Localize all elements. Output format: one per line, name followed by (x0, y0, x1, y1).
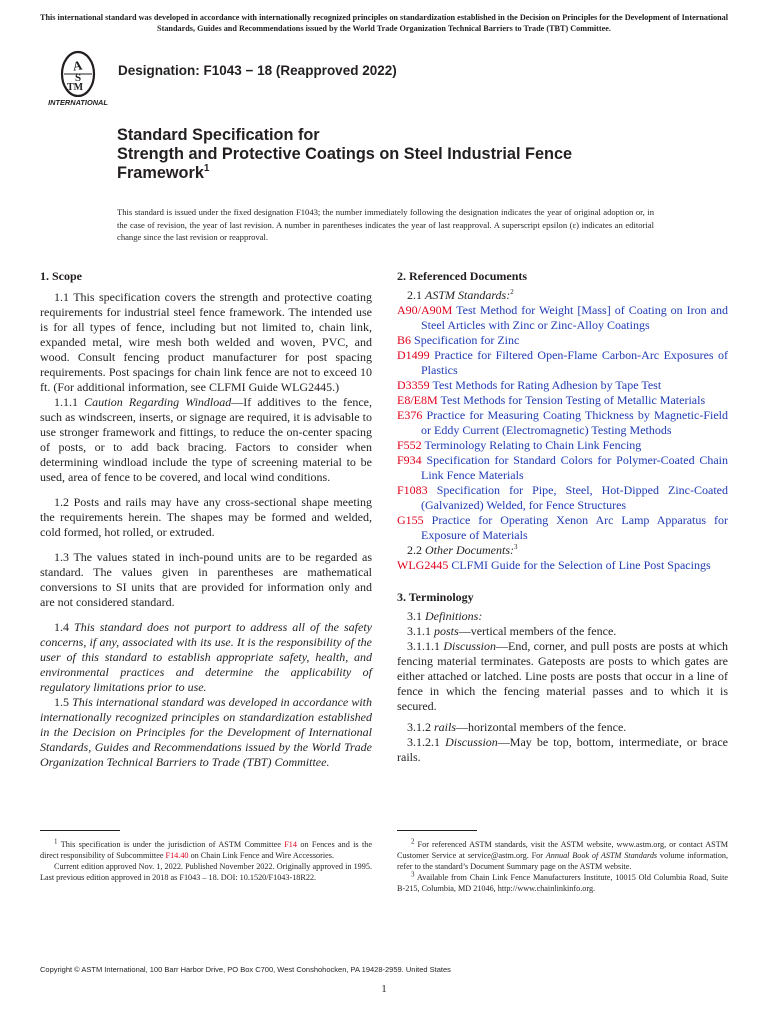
scope-1-5-number: 1.5 (54, 695, 69, 709)
term-posts-term: posts (434, 624, 459, 638)
definitions-label: Definitions: (425, 609, 483, 623)
scope-1-5-text: This international standard was developed in accordance with internationally recognized principles on standardization established in the Decision on Principles for the Development of International Standards, Guides and Recommendations issued by the World Trade Organization Technical Barriers to Trade (TBT) Committee. (40, 695, 373, 769)
scope-1-1: 1.1 This specification covers the strength and protective coating requirements for industrial steel fence framework. The intended use is for all types of fence, including but not limited to, chain link, expanded metal, wire mesh both welded and woven, PVC, and wood. Consult fencing product manufacturer for post spacing requirements. Post spacings for chain link fence are not to exceed 10 ft. (For additional information, see CLFMI Guide WLG2445.) (40, 290, 372, 394)
svg-text:A: A (71, 57, 84, 74)
astm-ref-title-link[interactable]: Practice for Filtered Open-Flame Carbon-Arc Exposures of Plastics (421, 348, 729, 377)
astm-ref-designation-link[interactable]: B6 (397, 333, 412, 347)
terminology-definitions (407, 609, 728, 624)
astm-ref-designation-link[interactable]: A90/A90M (397, 303, 453, 317)
astm-standards-subheading (407, 288, 728, 303)
astm-ref-designation-link[interactable]: D3359 (397, 378, 430, 392)
footnote-2 (397, 839, 728, 872)
footnote-2-italic-book: Annual Book of ASTM (545, 851, 622, 860)
astm-ref-item (397, 408, 728, 438)
term-rails (407, 720, 728, 735)
astm-ref-title-link[interactable]: Practice for Measuring Coating Thickness by Magnetic-Field or Eddy Current (Electromagnetic) Testing Methods (421, 408, 729, 437)
astm-ref-designation-link[interactable]: G155 (397, 513, 424, 527)
svg-text:TM: TM (66, 82, 84, 93)
wto-notice: This international standard was developed in accordance with internationally recognized principles on standardization established in the Decision on Principles for the Development of International Standards, Guides and Recommendations issued by the World Trade Organization Technical Barriers to Trade (TBT) Committee. (40, 13, 728, 33)
posts-discussion-label: Discussion (443, 639, 496, 653)
footnote-1-link-subcommittee[interactable]: F14.40 (165, 851, 189, 860)
footnotes-right (397, 830, 728, 894)
footnote-1-text-a: This specification is under the jurisdiction of ASTM Committee (60, 840, 285, 849)
astm-ref-designation-link[interactable]: F552 (397, 438, 422, 452)
posts-discussion-number: 3.1.1.1 (407, 639, 440, 653)
other-ref-designation-link[interactable]: WLG2445 (397, 558, 449, 572)
astm-ref-item (397, 483, 728, 513)
other-documents-number: 2.2 (407, 543, 422, 557)
term-posts-definition: —vertical members of the fence. (458, 624, 617, 638)
astm-ref-title-link[interactable]: Specification for Pipe, Steel, Hot-Dipped Zinc-Coated (Galvanized) Welded, for Fence Structures (421, 483, 728, 512)
term-rails-definition: —horizontal members of the fence. (456, 720, 627, 734)
astm-ref-designation-link[interactable]: D1499 (397, 348, 430, 362)
title-line-1: Standard Specification for (117, 126, 320, 144)
other-ref-item (397, 558, 728, 573)
definitions-number: 3.1 (407, 609, 422, 623)
astm-ref-item (397, 513, 728, 543)
astm-standards-number: 2.1 (407, 288, 422, 302)
scope-1-1-1 (40, 395, 372, 485)
footnote-1 (40, 839, 372, 861)
section-heading-scope: 1. Scope (40, 269, 82, 283)
designation: Designation: F1043 − 18 (Reapproved 2022) (118, 63, 397, 78)
other-documents-subheading (407, 543, 728, 558)
astm-ref-title-link[interactable]: Terminology Relating to Chain Link Fencing (424, 438, 642, 452)
footnote-1-text-c: on Chain Link Fence and Wire Accessories. (188, 851, 335, 860)
astm-ref-item (397, 393, 728, 408)
section-referenced-documents (397, 268, 728, 765)
astm-ref-title-link[interactable]: Test Methods for Tension Testing of Metallic Materials (440, 393, 706, 407)
footnote-1-edition: Current edition approved Nov. 1, 2022. Published November 2022. Originally approved in 1995. Last previous edition approved in 2018 as F1043 – 18. DOI: 10.1520/F1043-18R22. (40, 862, 372, 882)
astm-ref-item (397, 303, 728, 333)
footnote-3-marker: 3 (411, 870, 415, 879)
astm-ref-title-link[interactable]: Test Methods for Rating Adhesion by Tape Test (432, 378, 662, 392)
term-rails-number: 3.1.2 (407, 720, 431, 734)
footnote-2-marker: 2 (411, 837, 415, 846)
scope-1-1-1-number: 1.1.1 (54, 395, 78, 409)
astm-ref-title-link[interactable]: Test Method for Weight [Mass] of Coating on Iron and Steel Articles with Zinc or Zinc-Alloy Coatings (421, 303, 728, 332)
page-number: 1 (381, 983, 387, 995)
term-posts (407, 624, 728, 639)
section-heading-referenced-documents: 2. Referenced Documents (397, 269, 528, 283)
footnote-2-text-c: volume information, refer to the standard’s Document Summary page on the ASTM website. (397, 851, 728, 871)
astm-ref-item (397, 333, 728, 348)
astm-ref-item (397, 348, 728, 378)
section-scope (40, 268, 372, 770)
footnote-1-marker: 1 (54, 837, 58, 846)
footnotes-left (40, 830, 372, 883)
rails-discussion-number: 3.1.2.1 (407, 735, 440, 749)
other-documents-label: Other Documents: (425, 543, 514, 557)
term-posts-number: 3.1.1 (407, 624, 431, 638)
logo-international-text: INTERNATIONAL (48, 98, 108, 107)
footnote-2-italic-standards: Standards (624, 851, 658, 860)
scope-1-4-text: This standard does not purport to address all of the safety concerns, if any, associated with its use. It is the responsibility of the user of this standard to establish appropriate safety, health, and environmental practices and determine the applicability of regulatory limitations prior to use. (40, 620, 373, 694)
astm-ref-designation-link[interactable]: F1083 (397, 483, 428, 497)
astm-ref-designation-link[interactable]: E8/E8M (397, 393, 438, 407)
document-title (117, 126, 677, 183)
section-heading-terminology: 3. Terminology (397, 590, 474, 604)
term-rails-term: rails (434, 720, 457, 734)
title-line-2: Strength and Protective Coatings on Steel Industrial Fence (117, 145, 573, 163)
title-line-3 (117, 164, 677, 183)
astm-ref-title-link[interactable]: Practice for Operating Xenon Arc Lamp Apparatus for Exposure of Materials (421, 513, 728, 542)
footnote-2-text-a: For referenced ASTM standards, visit the ASTM website, www.astm.org, or contact ASTM Customer Service at service@astm.org. For (397, 840, 728, 860)
term-posts-discussion (397, 639, 728, 714)
rails-discussion-text: —May be top, bottom, intermediate, or brace rails. (397, 735, 728, 764)
issued-under-notice: This standard is issued under the fixed designation F1043; the number immediately following the designation indicates the year of original adoption or, in the case of revision, the year of last revision. A number in parentheses indicates the year of last reapproval. A superscript epsilon (ε) indicates an editorial change since the last revision or reapproval. (117, 207, 654, 243)
svg-text:S: S (74, 72, 82, 84)
astm-standards-list (397, 303, 728, 543)
astm-ref-item (397, 438, 728, 453)
rails-discussion-label: Discussion (445, 735, 498, 749)
scope-1-1-1-text: —If additives to the fence, such as windscreen, inserts, or signage are required, it is advisable to use stronger framework and fittings, to reduce the on-center spacing of posts, or to add back bracing. Factors to consider when determining windload include the type of screening material to be used, area of fence to be covered, and local wind conditions. (40, 395, 372, 484)
scope-1-4 (40, 620, 372, 695)
posts-discussion-text: —End, corner, and pull posts are posts at which fencing material terminates. Gateposts are posts to which gates are either attached or latched. Line posts are posts that occur in a line of fence in which the fencing material passes and to which it is secured. (397, 639, 728, 713)
astm-ref-title-link[interactable]: Specification for Standard Colors for Polymer-Coated Chain Link Fence Materials (421, 453, 729, 482)
other-documents-list (397, 558, 728, 573)
scope-1-4-number: 1.4 (54, 620, 69, 634)
other-ref-title-link[interactable]: CLFMI Guide for the Selection of Line Post Spacings (451, 558, 711, 572)
scope-1-2: 1.2 Posts and rails may have any cross-sectional shape meeting the requirements herein. The shapes may be formed and welded, cold formed, hot rolled, or extruded. (40, 495, 372, 539)
other-documents-footnote-marker: 3 (513, 543, 518, 551)
footnote-1-link-committee[interactable]: F14 (284, 840, 297, 849)
footnote-3-text: Available from Chain Link Fence Manufacturers Institute, 10015 Old Columbia Road, Suite B-215, Columbia, MD 21046, http://www.chainlinkinfo.org. (397, 873, 728, 893)
astm-ref-title-link[interactable]: Specification for Zinc (414, 333, 520, 347)
scope-1-3: 1.3 The values stated in inch-pound units are to be regarded as standard. The values given in parentheses are mathematical conversions to SI units that are provided for information only and are not considered standard. (40, 550, 372, 609)
astm-ref-designation-link[interactable]: E376 (397, 408, 423, 422)
astm-ref-item (397, 453, 728, 483)
astm-logo-icon (44, 50, 112, 108)
astm-ref-item (397, 378, 728, 393)
scope-1-1-1-caption: Caution Regarding Windload (84, 395, 232, 409)
astm-standards-footnote-marker: 2 (510, 288, 514, 296)
title-footnote-marker: 1 (203, 163, 210, 174)
astm-standards-label: ASTM Standards: (425, 288, 511, 302)
astm-ref-designation-link[interactable]: F934 (397, 453, 422, 467)
footnote-1-text-b: on Fences and is the direct responsibility of Subcommittee (40, 840, 372, 860)
scope-1-5 (40, 695, 372, 770)
copyright-footer: Copyright © ASTM International, 100 Barr Harbor Drive, PO Box C700, West Conshohocken, PA 19428-2959. United States (40, 965, 451, 974)
title-line-3-text: Framework (117, 164, 204, 182)
footnote-3 (397, 872, 728, 894)
term-rails-discussion (397, 735, 728, 765)
